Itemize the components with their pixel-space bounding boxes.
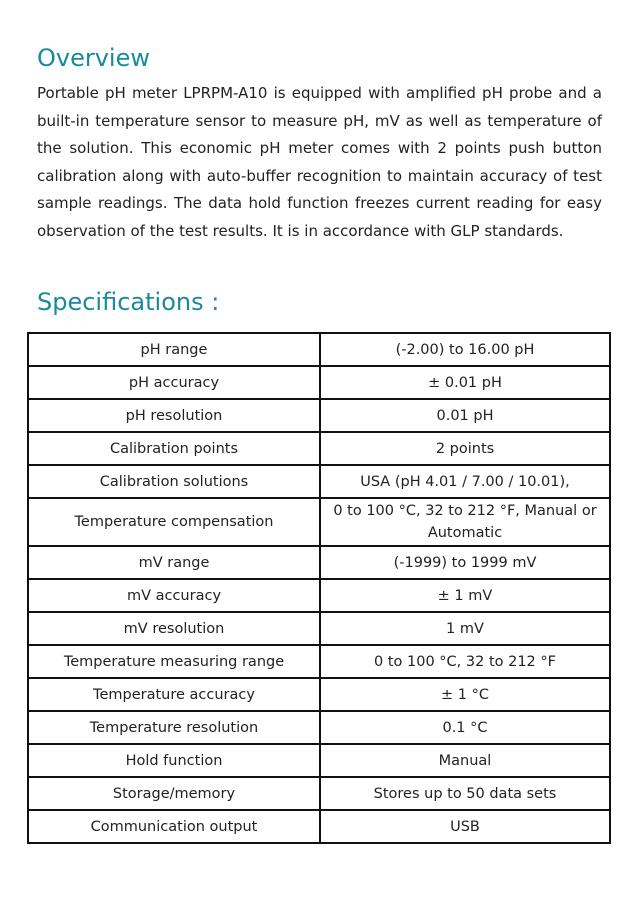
spec-value: 0 to 100 °C, 32 to 212 °F [320, 645, 610, 678]
overview-heading: Overview [37, 44, 150, 72]
spec-label: Hold function [28, 744, 320, 777]
table-row [28, 546, 610, 579]
table-row [28, 399, 610, 432]
table-row [28, 711, 610, 744]
spec-label: Temperature resolution [28, 711, 320, 744]
spec-label: mV resolution [28, 612, 320, 645]
table-row [28, 645, 610, 678]
spec-label: Calibration points [28, 432, 320, 465]
spec-label: pH resolution [28, 399, 320, 432]
spec-label: Calibration solutions [28, 465, 320, 498]
spec-label: Temperature compensation [28, 498, 320, 546]
table-row [28, 579, 610, 612]
table-row [28, 432, 610, 465]
table-row [28, 744, 610, 777]
spec-label: pH accuracy [28, 366, 320, 399]
spec-label: Communication output [28, 810, 320, 843]
spec-label: mV accuracy [28, 579, 320, 612]
table-row [28, 612, 610, 645]
spec-label: pH range [28, 333, 320, 366]
spec-value: 1 mV [320, 612, 610, 645]
spec-value: 0 to 100 °C, 32 to 212 °F, Manual or Automatic [320, 498, 610, 546]
specifications-table [27, 332, 611, 844]
table-row [28, 333, 610, 366]
spec-value: 0.01 pH [320, 399, 610, 432]
table-row [28, 810, 610, 843]
spec-value: 0.1 °C [320, 711, 610, 744]
spec-value: (-1999) to 1999 mV [320, 546, 610, 579]
spec-value: Stores up to 50 data sets [320, 777, 610, 810]
table-row [28, 777, 610, 810]
spec-value: Manual [320, 744, 610, 777]
spec-value: 2 points [320, 432, 610, 465]
spec-value: USB [320, 810, 610, 843]
spec-label: Storage/memory [28, 777, 320, 810]
overview-paragraph: Portable pH meter LPRPM-A10 is equipped with amplified pH probe and a built-in temperature sensor to measure pH, mV as well as temperature of the solution. This economic pH meter comes with 2 points push button calibration along with auto-buffer recognition to maintain accuracy of test sample readings. The data hold function freezes current reading for easy observation of the test results. It is in accordance with GLP standards. [37, 84, 602, 240]
spec-label: mV range [28, 546, 320, 579]
specifications-heading: Specifications : [37, 288, 220, 316]
table-row [28, 678, 610, 711]
spec-value: ± 0.01 pH [320, 366, 610, 399]
spec-value: USA (pH 4.01 / 7.00 / 10.01), [320, 465, 610, 498]
table-row [28, 465, 610, 498]
table-row [28, 366, 610, 399]
spec-label: Temperature accuracy [28, 678, 320, 711]
table-row [28, 498, 610, 546]
spec-label: Temperature measuring range [28, 645, 320, 678]
spec-value: (-2.00) to 16.00 pH [320, 333, 610, 366]
spec-value: ± 1 mV [320, 579, 610, 612]
spec-value: ± 1 °C [320, 678, 610, 711]
